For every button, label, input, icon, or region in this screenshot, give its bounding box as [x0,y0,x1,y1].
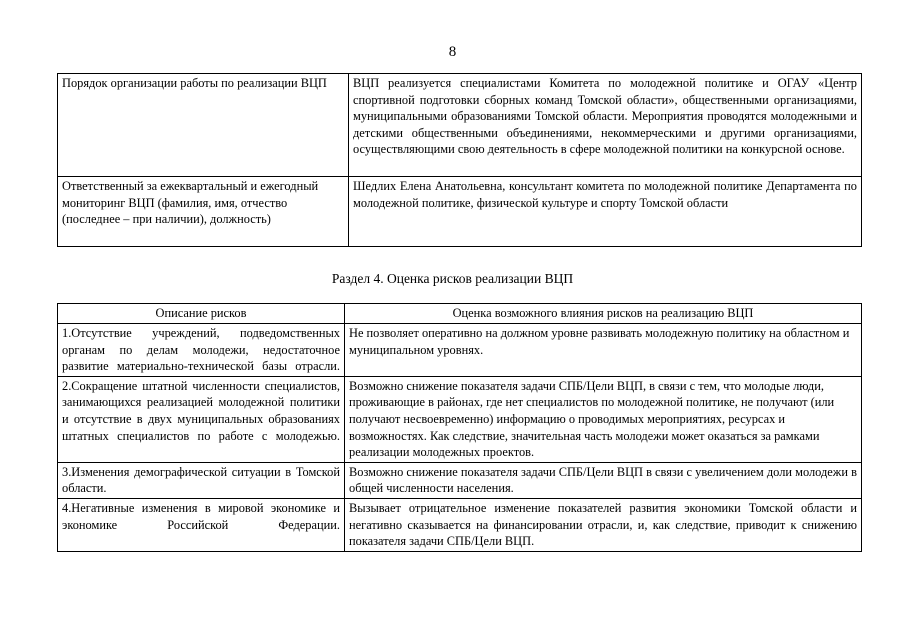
info-value: Шедлих Елена Анатольевна, консультант комитета по молодежной политике Департамента по молодежной политике, физической культуре и спорту Томской области [349,177,862,247]
risk-description: 4.Негативные изменения в мировой экономике и экономике Российской Федерации. [58,498,345,551]
risk-description: 2.Сокращение штатной численности специалистов, занимающихся реализацией молодежной политики и отсутствие в двух муниципальных образованиях штатных специалистов по работе с молодежью. [58,376,345,462]
risk-description: 1.Отсутствие учреждений, подведомственных органам по делам молодежи, недостаточное развитие материально-технической базы отрасли. [58,324,345,377]
table-header-row [58,304,862,324]
table-row [58,376,862,462]
table-row [58,462,862,498]
section-title: Раздел 4. Оценка рисков реализации ВЦП [331,271,574,286]
risk-table [57,303,862,552]
info-label: Ответственный за ежеквартальный и ежегодный мониторинг ВЦП (фамилия, имя, отчество (последнее – при наличии), должность) [58,177,349,247]
program-info-table [57,73,862,247]
risk-impact: Возможно снижение показателя задачи СПБ/Цели ВЦП в связи с увеличением доли молодежи в общей численности населения. [345,462,862,498]
column-header-risks: Описание рисков [58,304,345,324]
risk-impact: Возможно снижение показателя задачи СПБ/Цели ВЦП, в связи с тем, что молодые люди, проживающие в районах, где нет специалистов по молодежной политике, не получают (или получают несвоевременно) информацию о проводимых мероприятиях, ресурсах и возможностях. Как следствие, значительная часть молодежи может оказаться за рамками реализации молодежных проектов. [345,376,862,462]
info-value: ВЦП реализуется специалистами Комитета по молодежной политике и ОГАУ «Центр спортивной подготовки сборных команд Томской области», общественными организациями, муниципальными образованиями Томской области. Мероприятия проводятся молодежными и детскими общественными объединениями, некоммерческими и другими организациями, осуществляющими свою деятельность в сфере молодежной политики на конкурсной основе. [349,74,862,177]
info-label: Порядок организации работы по реализации ВЦП [58,74,349,177]
table-row [58,74,862,177]
risk-impact: Не позволяет оперативно на должном уровне развивать молодежную политику на областном и муниципальном уровнях. [345,324,862,377]
risk-impact: Вызывает отрицательное изменение показателей развития экономики Томской области и негативно сказывается на финансировании отрасли, и, как следствие, приводит к снижению показателя задачи СПБ/Цели ВЦП. [345,498,862,551]
table-row [58,324,862,377]
page-number: 8 [448,44,457,60]
table-row [58,498,862,551]
risk-description: 3.Изменения демографической ситуации в Томской области. [58,462,345,498]
column-header-impact: Оценка возможного влияния рисков на реализацию ВЦП [345,304,862,324]
table-row [58,177,862,247]
